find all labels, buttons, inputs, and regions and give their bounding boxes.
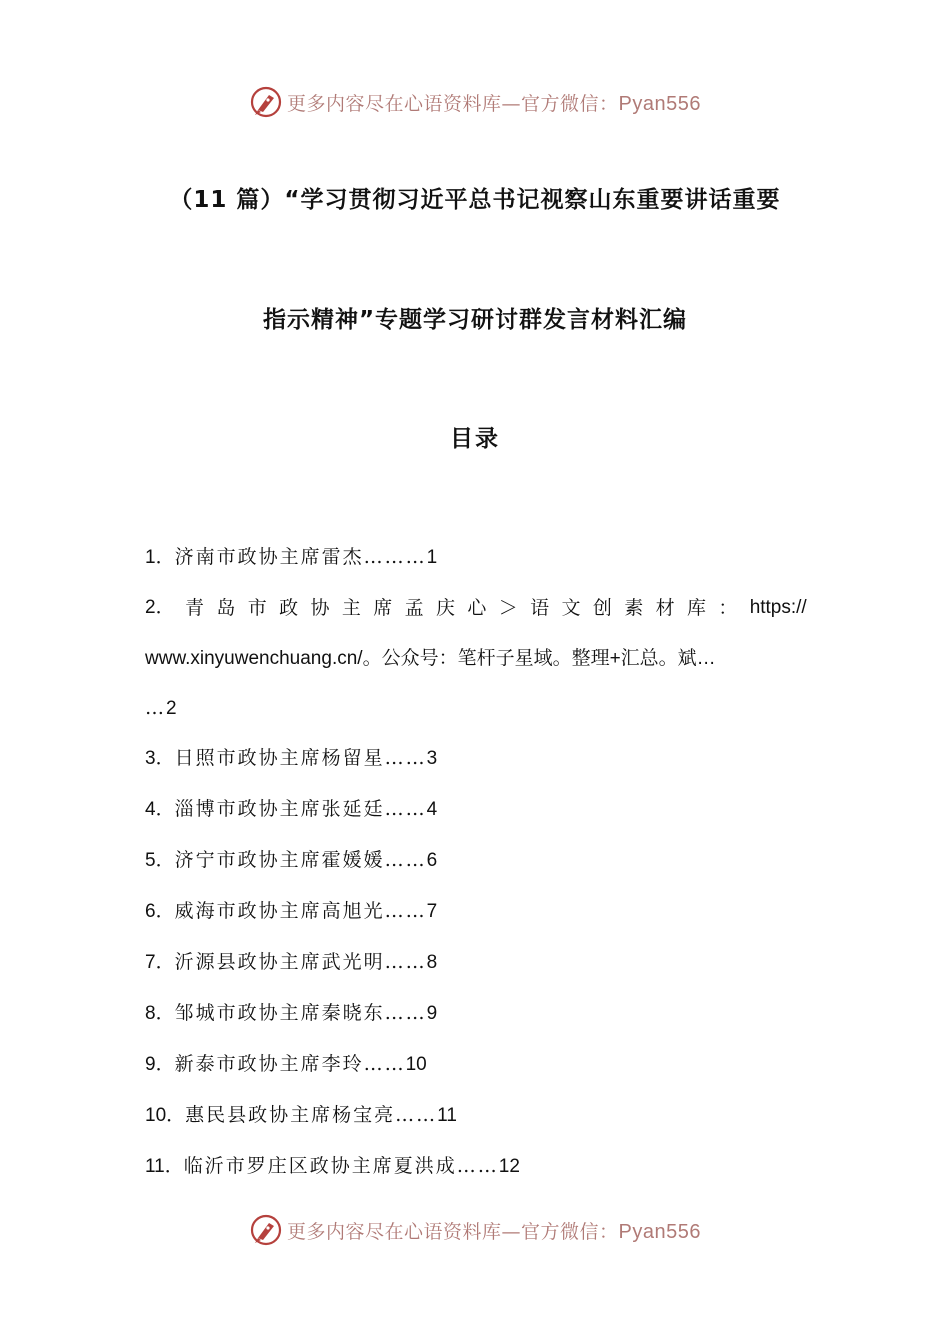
- toc-item-row: www.xinyuwenchuang.cn/。公众号：笔杆子星域。整理+汇总。斌…: [145, 648, 716, 669]
- toc-item-row: …2: [145, 697, 177, 719]
- toc-item-row: 2． 青 岛 市 政 协 主 席 孟 庆 心 ＞ 语 文 创 素 材 库 ： https://: [145, 583, 807, 633]
- banner-text: 更多内容尽在心语资料库—官方微信：Pyan556: [287, 1220, 701, 1243]
- toc-item[interactable]: 6．威海市政协主席高旭光……7: [145, 900, 438, 922]
- toc-item[interactable]: [145, 583, 807, 733]
- url-link[interactable]: https://: [749, 597, 807, 618]
- toc-item[interactable]: 10．惠民县政协主席杨宝亮……11: [145, 1104, 457, 1126]
- pen-nib-logo-icon: [249, 1213, 283, 1247]
- header-banner: [0, 82, 950, 122]
- table-of-contents: [145, 532, 807, 1192]
- toc-item[interactable]: 3．日照市政协主席杨留星……3: [145, 747, 438, 769]
- toc-heading: 目录: [450, 426, 500, 452]
- banner-text: 更多内容尽在心语资料库—官方微信：Pyan556: [287, 92, 701, 115]
- toc-item[interactable]: 1．济南市政协主席雷杰………1: [145, 546, 438, 568]
- toc-item[interactable]: 4．淄博市政协主席张延廷……4: [145, 798, 438, 820]
- toc-item[interactable]: 11．临沂市罗庄区政协主席夏洪成……12: [145, 1155, 520, 1177]
- toc-item[interactable]: 5．济宁市政协主席霍媛媛……6: [145, 849, 438, 871]
- wechat-id: Pyan556: [618, 1220, 701, 1243]
- toc-item[interactable]: 7．沂源县政协主席武光明……8: [145, 951, 438, 973]
- toc-item[interactable]: 8．邹城市政协主席秦晓东……9: [145, 1002, 438, 1024]
- toc-item[interactable]: 9．新泰市政协主席李玲……10: [145, 1053, 427, 1075]
- footer-banner: [0, 1210, 950, 1250]
- document-title-line-1: （11 篇）“学习贯彻习近平总书记视察山东重要讲话重要: [169, 187, 781, 213]
- pen-nib-logo-icon: [249, 85, 283, 119]
- document-title-line-2: 指示精神”专题学习研讨群发言材料汇编: [262, 307, 688, 333]
- wechat-id: Pyan556: [618, 92, 701, 115]
